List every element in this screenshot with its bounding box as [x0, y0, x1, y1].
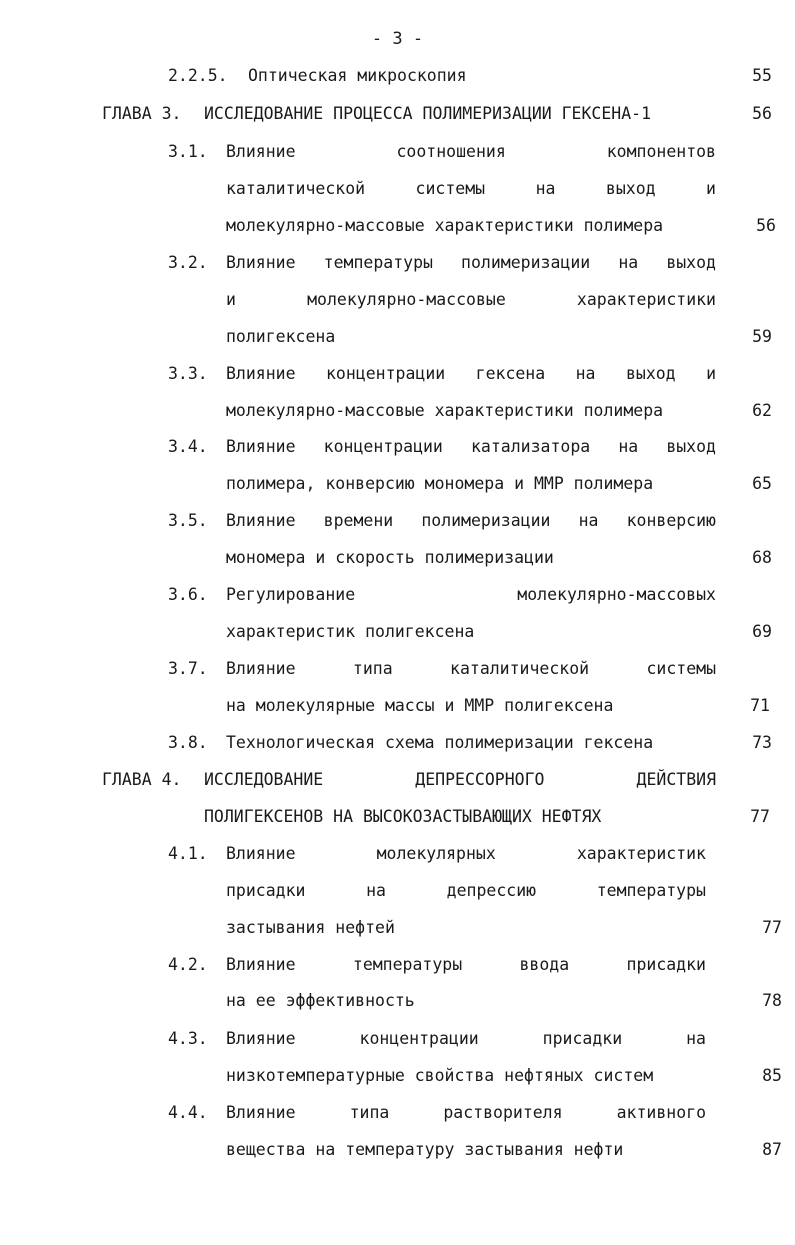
toc-text: присадки на депрессию температуры: [226, 881, 706, 900]
toc-num: 3.7.: [168, 659, 208, 678]
toc-text: полигексена: [226, 327, 336, 346]
toc-text: Влияние времени полимеризации на конверсию: [226, 511, 716, 530]
toc-text: и молекулярно-массовые характеристики: [226, 290, 716, 309]
toc-text: Влияние концентрации присадки на: [226, 1029, 706, 1048]
toc-page-num: 87: [762, 1140, 782, 1159]
toc-num: 3.2.: [168, 253, 208, 272]
toc-page-num: 55: [752, 66, 772, 85]
toc-chapter-num: ГЛАВА 3.: [102, 104, 182, 123]
toc-text: Регулирование молекулярно-массовых: [226, 585, 716, 604]
toc-text: Влияние температуры ввода присадки: [226, 955, 706, 974]
toc-page-num: 56: [756, 216, 776, 235]
toc-text: вещества на температуру застывания нефти: [226, 1140, 624, 1159]
toc-text: низкотемпературные свойства нефтяных систем: [226, 1066, 654, 1085]
page-number-header: - 3 -: [371, 29, 424, 49]
toc-num: 4.1.: [168, 844, 208, 863]
toc-num: 3.5.: [168, 511, 208, 530]
toc-num: 3.6.: [168, 585, 208, 604]
toc-text: Влияние типа каталитической системы: [226, 659, 716, 678]
toc-text: каталитической системы на выход и: [226, 179, 716, 198]
toc-page-num: 62: [752, 401, 772, 420]
toc-text: характеристик полигексена: [226, 622, 475, 641]
toc-text: Технологическая схема полимеризации гексена: [226, 733, 654, 752]
toc-num: 4.4.: [168, 1103, 208, 1122]
toc-num: 2.2.5.: [168, 66, 228, 85]
toc-chapter-title: ПОЛИГЕКСЕНОВ НА ВЫСОКОЗАСТЫВАЮЩИХ НЕФТЯХ: [204, 807, 602, 826]
toc-text: Влияние соотношения компонентов: [226, 142, 716, 161]
toc-num: 3.3.: [168, 364, 208, 383]
toc-page-num: 77: [750, 807, 770, 826]
toc-text: на ее эффективность: [226, 991, 415, 1010]
toc-page-num: 85: [762, 1066, 782, 1085]
toc-page-num: 71: [750, 696, 770, 715]
toc-text: Влияние температуры полимеризации на выход: [226, 253, 716, 272]
toc-text: молекулярно-массовые характеристики полимера: [226, 216, 664, 235]
toc-text: Влияние концентрации гексена на выход и: [226, 364, 716, 383]
toc-text: Влияние концентрации катализатора на выход: [226, 437, 716, 456]
toc-text: на молекулярные массы и ММР полигексена: [226, 696, 614, 715]
toc-num: 4.3.: [168, 1029, 208, 1048]
toc-num: 3.8.: [168, 733, 208, 752]
toc-text: Влияние молекулярных характеристик: [226, 844, 706, 863]
toc-text: молекулярно-массовые характеристики полимера: [226, 401, 664, 420]
toc-chapter-num: ГЛАВА 4.: [102, 770, 182, 789]
toc-page-num: 78: [762, 991, 782, 1010]
toc-page-num: 59: [752, 327, 772, 346]
toc-page-num: 77: [762, 918, 782, 937]
toc-num: 4.2.: [168, 955, 208, 974]
toc-page-num: 56: [752, 104, 772, 123]
toc-text: Влияние типа растворителя активного: [226, 1103, 706, 1122]
toc-text: мономера и скорость полимеризации: [226, 548, 554, 567]
toc-page-num: 65: [752, 474, 772, 493]
toc-chapter-title: ИССЛЕДОВАНИЕ ДЕПРЕССОРНОГО ДЕЙСТВИЯ: [204, 770, 716, 789]
toc-num: 3.4.: [168, 437, 208, 456]
toc-text: Оптическая микроскопия: [248, 66, 467, 85]
toc-page-num: 69: [752, 622, 772, 641]
toc-num: 3.1.: [168, 142, 208, 161]
toc-text: застывания нефтей: [226, 918, 395, 937]
toc-page-num: 68: [752, 548, 772, 567]
toc-chapter-title: ИССЛЕДОВАНИЕ ПРОЦЕССА ПОЛИМЕРИЗАЦИИ ГЕКСЕНА-1: [204, 104, 652, 123]
toc-page-num: 73: [752, 733, 772, 752]
toc-text: полимера, конверсию мономера и ММР полимера: [226, 474, 654, 493]
